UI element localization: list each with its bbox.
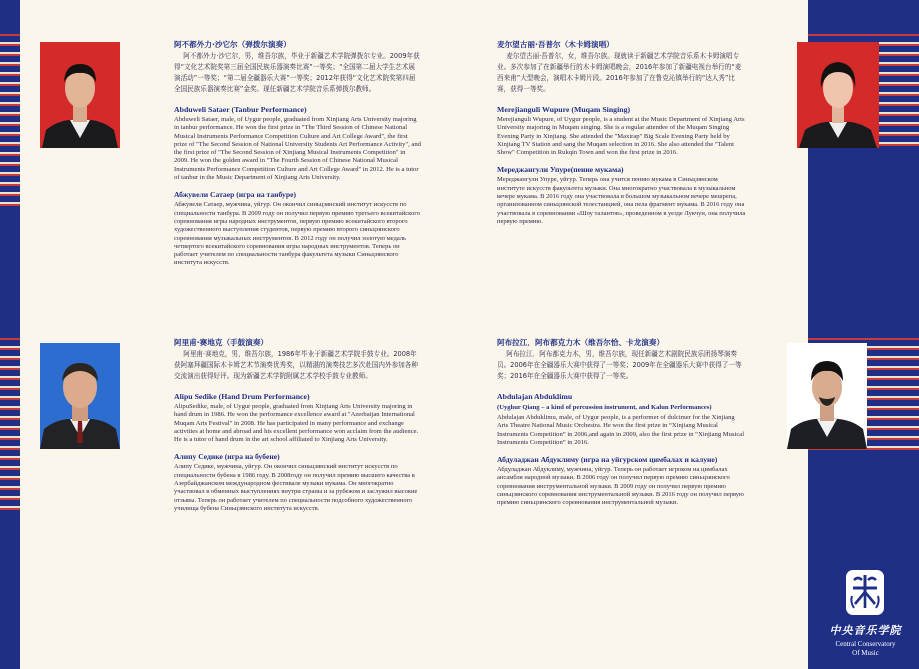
en-bio: Abdulajan Abduklimu, male, of Uygur people, is a performer of dulcimer for the Xinjiang Arts Theatre National Music Orchestra. He won the first prize in “Xinjiang Musical Instruments Competition” in 2006,and again in 2009, also the first prize in “Xinjiang Musical Instruments Competition” in 2016.	[497, 414, 745, 446]
zh-bio: 阿里甫·赛地克，男，维吾尔族，1986年毕业于新疆艺术学院手鼓专业。2008年获阿塞拜疆国际木卡姆艺术节演奏优秀奖，以精湛的演奏技艺多次赴国内外参加各种交流演出获得好评。现为新疆艺术学院附属艺术学校手鼓专业教师。	[174, 350, 418, 380]
performer-entry-abduweli	[174, 40, 421, 268]
en-name-title: Abduweli Sataer (Tanbur Performance)	[174, 105, 307, 114]
left-decorative-band	[0, 0, 20, 669]
en-name-title: Alipu Sedike (Hand Drum Performance)	[174, 392, 310, 401]
zh-name-title: 麦尔望古丽·吾普尔（木卡姆演唱）	[497, 40, 614, 49]
zh-name-title: 阿里甫·赛地克（手鼓演奏）	[174, 338, 269, 347]
ru-name-title: Алипу Седике (игра на бубене)	[174, 452, 280, 462]
zh-bio: 阿不都外力·沙它尔，男，维吾尔族，毕业于新疆艺术学院弹拨尔专业。2009年获得“文化艺术院奖第三届全国民族乐器演奏比赛”一等奖；“全国第二届大学生艺术展演活动”一等奖；“第二届全疆器乐大赛”一等奖；2012年获得“文化艺术院奖第四届全国民族乐器演奏比赛”金奖。现任新疆艺术学院音乐系弹拨尔教师。	[174, 52, 420, 93]
zh-name-title: 阿不都外力·沙它尔（弹拨尔演奏）	[174, 40, 291, 49]
en-name-title: Abdulajan Abduklimu	[497, 392, 573, 401]
logo-name-english	[812, 640, 919, 658]
logo-name-chinese: 中央音乐学院	[829, 624, 902, 637]
zh-bio: 阿布拉江．阿布都克力木，男，维吾尔族，现任新疆艺术剧院民族乐团扬琴演奏员。2006年在全疆器乐大赛中获得了一等奖；2009年在全疆器乐大赛中获得了一等奖；2016年在全疆器乐大赛中获得了一等奖。	[497, 350, 742, 380]
performer-entry-merejianguli	[497, 40, 747, 226]
performer-entry-abdulajan	[497, 338, 747, 508]
portrait-abduweli	[40, 42, 120, 148]
ru-name-title: Мереджангули Упуре(пение мукама)	[497, 165, 624, 175]
ru-bio: Абжувели Сатаер, мужчина, уйгур. Он окончил синьцзянский институт искусств по специальности танбура. В 2009 году он получил первую премию третьего всекитайского соревнования игры народных инструментов, первую премию всекитайского второго художественного выступления студентов, первую премию второго синьцзянского соревнования музыкальных инструментов. В 2012 году он получил золотую медаль четвертого всекитайского соревнования игры народных инструментов. Теперь он работает учителем по специальности танбура факультета музыки Синьцзянского института искусств.	[174, 201, 421, 267]
performer-entry-alipu	[174, 338, 421, 513]
zh-name-title: 阿布拉江．阿布都克力木（维吾尔恰、卡龙演奏）	[497, 338, 665, 347]
en-bio: Abduweli Sataer, male, of Uygur people, graduated from Xinjiang Arts University majoring in tanbur performance. He won the first prize in "The Third Session of Chinese National Musical Instruments Performance Competition Culture and Art College Award", the first prize of "The Second Session of National University Students Art Performance Activity", and the first prize of "The Second Session of Xinjiang Musical Instruments Competition" in 2009. He won the golden award in "The Fourth Session of Chinese National Musical Instruments Performance Competition Culture and Art College Award" in 2012. He is a tutor of tanbur in the Music Department of Xinjiang Arts University.	[174, 116, 421, 182]
logo-name-english-line1: Central Conservatory	[835, 640, 896, 648]
en-name-title: Merejianguli Wupure (Muqam Singing)	[497, 105, 631, 114]
left-band-pattern-top	[0, 34, 20, 212]
en-bio: AlipuSedike, male, of Uygur people, graduated from Xinjiang Arts University majoring in hand drum in 1986. He won the performance excellence award at "Azerbaijan International Muqam Arts Festival" in 2008. He has participated in many performance and exchange activities at home and abroad and his excellent performance won acclaim from the audience. He is a tutor of hand drum in the art school affiliated to Xinjiang Arts University.	[174, 403, 419, 444]
ru-bio: Мереджангули Упуре, уйгур. Теперь она учится пению мукама в Синьцзянском институте искусств факультета музыки. Она многократно участвовала в музыкальном вечере мукама. В 2016 году она участвовала в большом музыкальном вечере мешрепа, организованном синьцзянской телестанцией, она пела фрагмент мукама. В 2016 году она участвовала в соревновании «Шоу талантов», проведенном в уезде Лукчун, она получила первую премию.	[497, 176, 746, 225]
left-band-pattern-bottom	[0, 338, 20, 516]
ru-name-title: Абжувели Сатаер (игра на танбуре)	[174, 190, 296, 200]
conservatory-logo	[846, 570, 884, 615]
zh-bio: 麦尔望古丽·吾普尔，女，维吾尔族。现就读于新疆艺术学院音乐系木卡姆演唱专业。多次参加了在新疆举行的木卡姆演唱晚会，2016年参加了新疆电视台举行的“麦西来甫”大型晚会，演唱木卡姆片段。2016年参加了在鲁克沁镇举行的“达人秀”比赛，获得一等奖。	[497, 52, 742, 93]
portrait-abdulajan	[787, 343, 867, 449]
en-name-subtitle: (Uyghur Qiang – a kind of percussion instrument, and Kalun Performances)	[497, 404, 712, 411]
ru-bio: Абдуладжан Абдуклиму, мужчина, уйгур. Теперь он работает игроком на цимбалах ансамбля народной музыки. В 2006 году он получил первую премию синьцзянского соревнования инструментальной музыки. В 2009 году он получил первую премию синьцзянского соревнования инструментальной музыки. В 2016 году он получил первую премию синьцзянского соревнования инструментальной музыки.	[497, 466, 744, 507]
ru-bio: Алипу Седике, мужчина, уйгур. Он окончил синьцзянский институт искусств по специальности бубена в 1986 году. В 2008году он получил премию высшего качества в Азербайджанском международном фестивале музыки мукама. Он многократно участвовал в обменных выступлениях внутри страны и за рубежом и заслужил высокие отзывы. Теперь он работает учителем по специальности подсобного художественного училища бубена Синьцзянского института искусств.	[174, 463, 418, 512]
portrait-alipu	[40, 343, 120, 449]
portrait-merejianguli	[797, 42, 879, 148]
en-bio: Merejianguli Wupure, of Uygur people, is a student at the Music Department of Xinjiang Arts University majoring in Muqam singing. She is a regular attendee of the Muqam Singing Evening Party in Xinjiang. She attended the "Maxirap" Big Scale Evening Party held by Xinjiang TV Station and sang the Muqam selection in 2016. She also attended the "Talent Show" Competition in Rukqin Town and won the first prize in 2016.	[497, 116, 745, 157]
ru-name-title: Абдуладжан Абдуклиму (игра на уйгурском цимбалах и калуне)	[497, 455, 718, 465]
logo-name-english-line2: Of Music	[852, 649, 879, 657]
logo-emblem-icon	[846, 570, 884, 615]
